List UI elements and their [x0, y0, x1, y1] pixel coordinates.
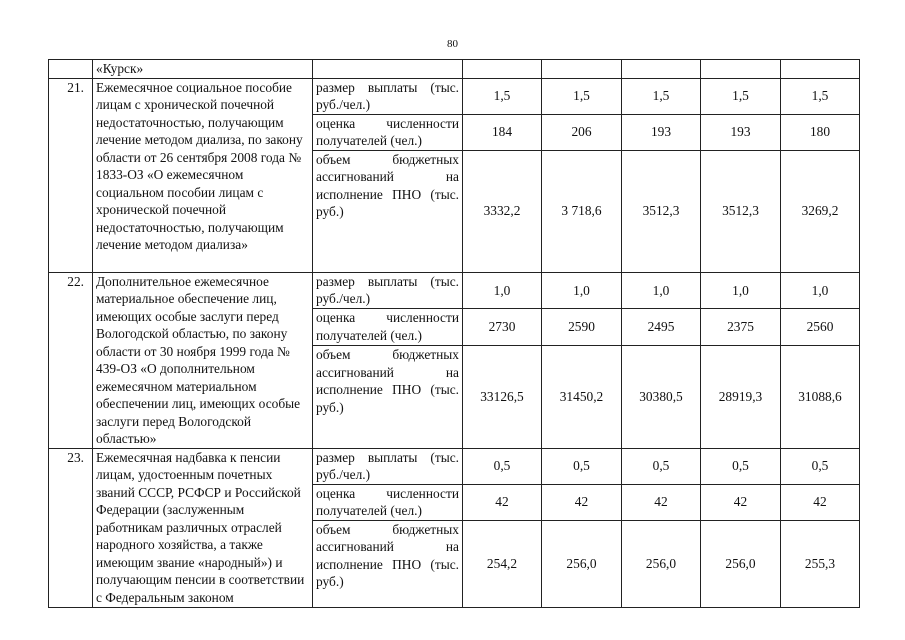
value-cell: 1,5	[463, 78, 542, 114]
value-cell: 256,0	[542, 520, 622, 607]
value-cell: 0,5	[542, 448, 622, 484]
value-cell: 0,5	[622, 448, 701, 484]
value-cell: 31450,2	[542, 346, 622, 448]
value-cell: 1,0	[542, 272, 622, 309]
value-cell: 1,5	[781, 78, 860, 114]
continuation-row	[49, 60, 860, 79]
benefits-table	[48, 59, 860, 608]
value-cell: 254,2	[463, 520, 542, 607]
value-cell: 30380,5	[622, 346, 701, 448]
table-row	[49, 78, 860, 114]
value-cell: 42	[622, 484, 701, 520]
indicator-label: объем бюджетных ассигнований на исполнение ПНО (тыс. руб.)	[313, 520, 463, 607]
value-cell: 193	[701, 114, 781, 150]
benefit-name: Ежемесячная надбавка к пенсии лицам, удостоенным почетных званий СССР, РСФСР и Российской Федерации (заслуженным работникам различных отраслей народного хозяйства, а также имеющим звание «народный») и получающим пенсии в соответствии с Федеральным законом	[93, 448, 313, 607]
num-cell	[49, 60, 93, 79]
value-cell: 2375	[701, 309, 781, 346]
indicator-label: размер выплаты (тыс. руб./чел.)	[313, 78, 463, 114]
value-cell: 33126,5	[463, 346, 542, 448]
benefit-name: Дополнительное ежемесячное материальное обеспечение лиц, имеющих особые заслуги перед Вологодской областью, по закону области от 30 ноября 1999 года № 439-ОЗ «О дополнительном ежемесячном материальном обеспечении лиц, имеющих особые заслуги перед Вологодской областью»	[93, 272, 313, 448]
value-cell: 42	[781, 484, 860, 520]
value-cell: 0,5	[781, 448, 860, 484]
page-number: 80	[447, 38, 458, 50]
value-cell: 255,3	[781, 520, 860, 607]
value-cell: 2495	[622, 309, 701, 346]
value-cell: 1,5	[701, 78, 781, 114]
indicator-label: оценка численности получателей (чел.)	[313, 309, 463, 346]
value-cell: 1,0	[781, 272, 860, 309]
continuation-text: «Курск»	[93, 60, 313, 79]
value-cell: 2590	[542, 309, 622, 346]
value-cell: 42	[701, 484, 781, 520]
value-cell: 1,5	[622, 78, 701, 114]
value-cell: 1,0	[622, 272, 701, 309]
value-cell: 193	[622, 114, 701, 150]
value-cell: 256,0	[622, 520, 701, 607]
value-cell: 1,0	[701, 272, 781, 309]
indicator-label: оценка численности получателей (чел.)	[313, 114, 463, 150]
value-cell: 1,5	[542, 78, 622, 114]
indicator-label: объем бюджетных ассигнований на исполнение ПНО (тыс. руб.)	[313, 346, 463, 448]
value-cell: 0,5	[463, 448, 542, 484]
value-cell: 0,5	[701, 448, 781, 484]
value-cell: 2730	[463, 309, 542, 346]
value-cell: 206	[542, 114, 622, 150]
table-row	[49, 272, 860, 309]
value-cell: 2560	[781, 309, 860, 346]
value-cell: 31088,6	[781, 346, 860, 448]
value-cell: 28919,3	[701, 346, 781, 448]
value-cell: 3332,2	[463, 150, 542, 272]
value-cell: 256,0	[701, 520, 781, 607]
value-cell: 3512,3	[622, 150, 701, 272]
row-number: 21.	[49, 78, 93, 272]
row-number: 22.	[49, 272, 93, 448]
table-row	[49, 448, 860, 484]
value-cell: 184	[463, 114, 542, 150]
value-cell: 180	[781, 114, 860, 150]
value-cell: 3 718,6	[542, 150, 622, 272]
indicator-label: оценка численности получателей (чел.)	[313, 484, 463, 520]
value-cell: 1,0	[463, 272, 542, 309]
value-cell: 42	[542, 484, 622, 520]
indicator-label: размер выплаты (тыс. руб./чел.)	[313, 448, 463, 484]
indicator-label: объем бюджетных ассигнований на исполнение ПНО (тыс. руб.)	[313, 150, 463, 272]
benefit-name: Ежемесячное социальное пособие лицам с хронической почечной недостаточностью, получающим лечение методом диализа, по закону области от 26 сентября 2008 года № 1833-ОЗ «О ежемесячном социальном пособии лицам с хронической почечной недостаточностью, получающим лечение методом диализа»	[93, 78, 313, 272]
indicator-label: размер выплаты (тыс. руб./чел.)	[313, 272, 463, 309]
row-number: 23.	[49, 448, 93, 607]
value-cell: 42	[463, 484, 542, 520]
value-cell: 3512,3	[701, 150, 781, 272]
value-cell: 3269,2	[781, 150, 860, 272]
